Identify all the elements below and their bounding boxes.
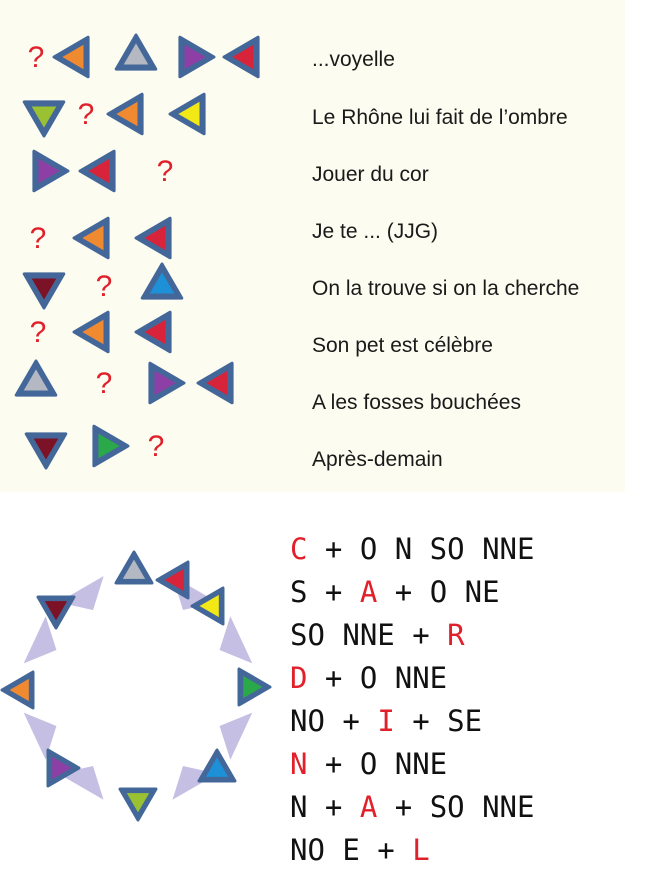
answer-line bbox=[290, 829, 534, 872]
puzzle-triangle-icon bbox=[136, 218, 170, 258]
puzzle-triangle-icon bbox=[180, 37, 214, 77]
highlighted-letter: D bbox=[290, 661, 308, 695]
puzzle-triangle-icon bbox=[26, 434, 66, 468]
clue-5: On la trouve si on la cherche bbox=[312, 277, 580, 300]
question-mark: ? bbox=[27, 41, 45, 74]
question-mark: ? bbox=[156, 155, 174, 188]
puzzle-triangle-icon bbox=[142, 264, 182, 298]
question-mark: ? bbox=[147, 430, 165, 463]
answer-line bbox=[290, 700, 534, 743]
wheel-triangle-icon bbox=[2, 672, 33, 708]
answer-text: N + bbox=[290, 790, 360, 824]
highlighted-letter: A bbox=[359, 790, 378, 824]
question-mark: ? bbox=[95, 367, 113, 400]
pennant-shape bbox=[24, 616, 57, 663]
puzzle-triangle-icon bbox=[108, 94, 142, 134]
highlighted-letter: C bbox=[290, 532, 308, 566]
answer-text: + SE bbox=[394, 704, 483, 738]
puzzle-triangle-icon bbox=[24, 102, 64, 136]
puzzle-triangle-icon bbox=[16, 361, 56, 395]
highlighted-letter: R bbox=[447, 618, 465, 652]
clue-1: ...voyelle bbox=[312, 48, 395, 71]
clue-7: A les fosses bouchées bbox=[312, 391, 521, 414]
puzzle-triangle-icon bbox=[150, 363, 184, 403]
puzzle-triangle-icon bbox=[198, 363, 232, 403]
answer-text: + O NE bbox=[377, 575, 500, 609]
puzzle-triangle-icon bbox=[54, 37, 88, 77]
question-mark: ? bbox=[77, 98, 95, 131]
question-mark: ? bbox=[29, 222, 47, 255]
answer-text: + O NNE bbox=[307, 747, 448, 781]
puzzle-triangle-icon bbox=[80, 151, 114, 191]
clue-3: Jouer du cor bbox=[312, 163, 429, 186]
pennant-shape bbox=[220, 713, 253, 760]
highlighted-letter: I bbox=[377, 704, 395, 738]
highlighted-letter: A bbox=[359, 575, 378, 609]
puzzle-triangle-icon bbox=[170, 94, 204, 134]
puzzle-triangle-icon bbox=[224, 37, 258, 77]
clue-4: Je te ... (JJG) bbox=[312, 220, 439, 243]
clue-6: Son pet est célèbre bbox=[312, 334, 493, 357]
answer-line bbox=[290, 571, 534, 614]
puzzle-triangle-icon bbox=[116, 35, 156, 69]
answer-line bbox=[290, 614, 534, 657]
answer-text: NO + bbox=[290, 704, 378, 738]
answer-text: + O NNE bbox=[307, 661, 448, 695]
wheel-triangle-icon bbox=[239, 669, 270, 705]
puzzle-triangle-icon bbox=[34, 151, 68, 191]
puzzle-triangle-icon bbox=[74, 218, 108, 258]
puzzle-triangle-icon bbox=[94, 426, 128, 466]
question-mark: ? bbox=[29, 316, 47, 349]
wheel-triangle-icon bbox=[116, 552, 152, 583]
puzzle-triangle-icon bbox=[24, 274, 64, 308]
answer-list bbox=[290, 528, 534, 872]
clue-8: Après-demain bbox=[312, 448, 443, 471]
highlighted-letter: N bbox=[290, 747, 308, 781]
answer-line bbox=[290, 743, 534, 786]
answer-line bbox=[290, 657, 534, 700]
puzzle-triangle-icon bbox=[136, 312, 170, 352]
answer-text: + O N SO NNE bbox=[307, 532, 535, 566]
answer-text: S + bbox=[290, 575, 360, 609]
answer-text: NO E + bbox=[290, 833, 413, 867]
question-mark: ? bbox=[95, 270, 113, 303]
puzzle-triangle-icon bbox=[74, 312, 108, 352]
highlighted-letter: L bbox=[412, 833, 430, 867]
clue-2: Le Rhône lui fait de l’ombre bbox=[312, 106, 568, 129]
answer-line bbox=[290, 528, 534, 571]
answer-text: SO NNE + bbox=[290, 618, 448, 652]
answer-line bbox=[290, 786, 534, 829]
wheel-triangle-icon bbox=[157, 562, 188, 598]
answer-text: + SO NNE bbox=[377, 790, 535, 824]
wheel-triangle-icon bbox=[120, 789, 156, 820]
